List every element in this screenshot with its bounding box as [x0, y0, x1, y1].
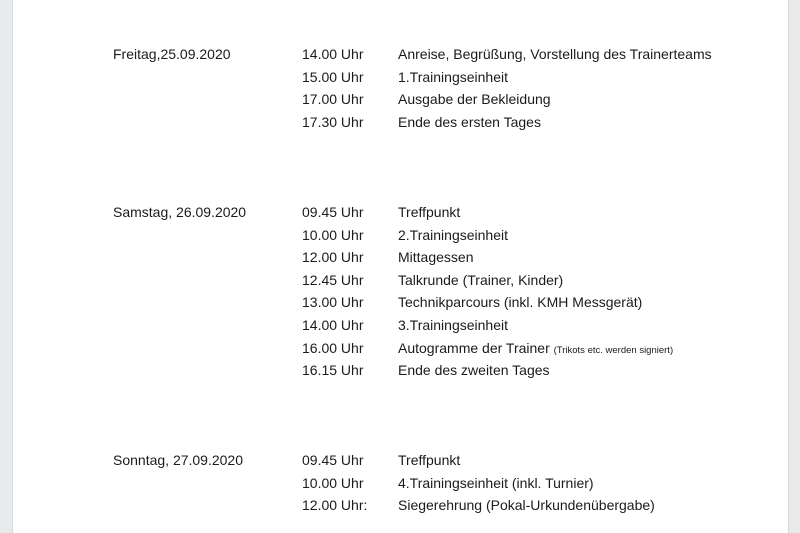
day-date: Freitag,25.09.2020: [113, 46, 231, 62]
schedule-time: 12.00 Uhr: [302, 249, 364, 266]
schedule-time: 17.30 Uhr: [302, 113, 364, 130]
schedule-day-friday: [13, 43, 788, 133]
schedule-time: 16.00 Uhr: [302, 339, 364, 356]
schedule-activity: Anreise, Begrüßung, Vorstellung des Trainerteams: [398, 46, 712, 62]
document-page: [13, 0, 788, 533]
schedule-activity: Ende des zweiten Tages: [398, 362, 550, 379]
schedule-activity: Mittagessen: [398, 249, 474, 266]
schedule-row: [13, 201, 788, 224]
schedule-activity: 2.Trainingseinheit: [398, 226, 508, 243]
schedule-day-saturday: [13, 201, 788, 382]
schedule-activity: Siegerehrung (Pokal-Urkundenübergabe): [398, 497, 655, 514]
schedule-row: [13, 314, 788, 337]
schedule-row: [13, 224, 788, 247]
schedule-row: [13, 472, 788, 495]
schedule-row: [13, 359, 788, 382]
schedule-row: [13, 66, 788, 89]
schedule-row: [13, 494, 788, 517]
schedule-time: 16.15 Uhr: [302, 362, 364, 379]
schedule-time: 15.00 Uhr: [302, 68, 364, 85]
schedule-row: [13, 337, 788, 360]
schedule-time: 09.45 Uhr: [302, 452, 364, 468]
day-date: Samstag, 26.09.2020: [113, 204, 247, 220]
schedule-time: 17.00 Uhr: [302, 91, 364, 108]
schedule-activity: Ende des ersten Tages: [398, 113, 541, 130]
schedule-row: [13, 43, 788, 66]
schedule-activity: Autogramme der Trainer: [398, 339, 550, 356]
schedule-time: 12.00 Uhr:: [302, 497, 368, 514]
schedule-row: [13, 111, 788, 134]
schedule-activity: 1.Trainingseinheit: [398, 68, 508, 85]
day-date: Sonntag, 27.09.2020: [113, 452, 244, 468]
schedule-day-sunday: [13, 449, 788, 517]
schedule-activity: 3.Trainingseinheit: [398, 316, 508, 333]
schedule-activity: Talkrunde (Trainer, Kinder): [398, 271, 564, 288]
schedule-time: 10.00 Uhr: [302, 474, 364, 491]
schedule-activity: Ausgabe der Bekleidung: [398, 91, 551, 108]
schedule-activity: Treffpunkt: [398, 452, 461, 468]
schedule-time: 14.00 Uhr: [302, 46, 364, 62]
schedule-time: 13.00 Uhr: [302, 294, 364, 311]
schedule-activity: 4.Trainingseinheit (inkl. Turnier): [398, 474, 594, 491]
schedule-time: 14.00 Uhr: [302, 316, 364, 333]
schedule-note: (Trikots etc. werden signiert): [553, 344, 674, 356]
schedule-time: 09.45 Uhr: [302, 204, 364, 220]
schedule-activity: Treffpunkt: [398, 204, 461, 220]
schedule-row: [13, 246, 788, 269]
schedule-row: [13, 269, 788, 292]
schedule-time: 12.45 Uhr: [302, 271, 364, 288]
schedule-row: [13, 88, 788, 111]
schedule-time: 10.00 Uhr: [302, 226, 364, 243]
schedule-row: [13, 449, 788, 472]
schedule-activity: Technikparcours (inkl. KMH Messgerät): [398, 294, 643, 311]
schedule-row: [13, 291, 788, 314]
